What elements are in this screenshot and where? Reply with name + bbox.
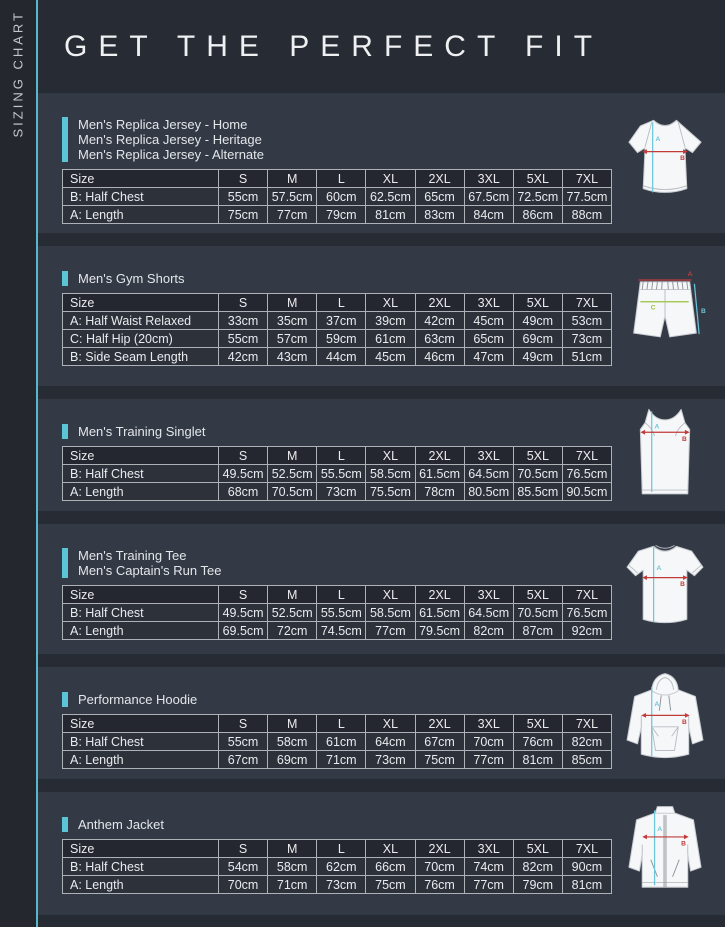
measurement-value: 67.5cm: [464, 188, 513, 206]
size-col-header: S: [219, 715, 268, 733]
size-col-header: L: [317, 294, 366, 312]
size-header-row: [63, 715, 612, 733]
size-col-header: 3XL: [464, 170, 513, 188]
measurement-value: 74cm: [464, 858, 513, 876]
svg-text:A: A: [654, 700, 660, 708]
measurement-value: 67cm: [415, 733, 464, 751]
size-col-header: 2XL: [415, 170, 464, 188]
measurement-value: 83cm: [415, 206, 464, 224]
measurement-value: 75cm: [415, 751, 464, 769]
measurement-value: 61cm: [366, 330, 415, 348]
measurement-value: 65cm: [415, 188, 464, 206]
section-title: Men's Gym Shorts: [78, 271, 185, 286]
measurement-value: 58.5cm: [366, 604, 415, 622]
measurement-value: 62cm: [317, 858, 366, 876]
svg-text:A: A: [687, 271, 693, 279]
measurement-row: [63, 465, 612, 483]
measurement-value: 77cm: [268, 206, 317, 224]
section-title: Men's Replica Jersey - Alternate: [78, 147, 265, 162]
section-title: Men's Captain's Run Tee: [78, 563, 222, 578]
measurement-label: A: Length: [63, 483, 219, 501]
section-title: Anthem Jacket: [78, 817, 164, 832]
size-col-header: 7XL: [562, 586, 611, 604]
measurement-value: 55cm: [219, 330, 268, 348]
measurement-value: 81cm: [562, 876, 611, 894]
size-col-header: S: [219, 840, 268, 858]
measurement-value: 76cm: [415, 876, 464, 894]
size-header-cell: Size: [63, 715, 219, 733]
measurement-value: 33cm: [219, 312, 268, 330]
svg-text:A: A: [656, 565, 662, 573]
size-col-header: M: [268, 170, 317, 188]
measurement-value: 84cm: [464, 206, 513, 224]
garment-illustration: [617, 799, 713, 909]
measurement-row: [63, 876, 612, 894]
measurement-value: 70cm: [219, 876, 268, 894]
measurement-label: A: Length: [63, 206, 219, 224]
measurement-value: 45cm: [464, 312, 513, 330]
svg-text:A: A: [654, 423, 660, 431]
measurement-value: 54cm: [219, 858, 268, 876]
measurement-value: 69cm: [513, 330, 562, 348]
measurement-value: 67cm: [219, 751, 268, 769]
size-col-header: M: [268, 447, 317, 465]
size-header-row: [63, 840, 612, 858]
svg-text:B: B: [682, 435, 687, 443]
measurement-value: 47cm: [464, 348, 513, 366]
measurement-value: 72.5cm: [513, 188, 562, 206]
size-col-header: M: [268, 840, 317, 858]
measurement-row: [63, 751, 612, 769]
measurement-value: 76cm: [513, 733, 562, 751]
measurement-value: 49.5cm: [219, 604, 268, 622]
measurement-value: 37cm: [317, 312, 366, 330]
sections: [38, 93, 725, 915]
measurement-value: 46cm: [415, 348, 464, 366]
size-col-header: M: [268, 294, 317, 312]
size-header-cell: Size: [63, 840, 219, 858]
size-col-header: XL: [366, 586, 415, 604]
measurement-label: A: Half Waist Relaxed: [63, 312, 219, 330]
size-col-header: 2XL: [415, 447, 464, 465]
measurement-value: 55.5cm: [317, 604, 366, 622]
measurement-row: [63, 483, 612, 501]
sidebar: [0, 0, 36, 927]
size-header-row: [63, 447, 612, 465]
size-col-header: L: [317, 447, 366, 465]
measurement-row: [63, 348, 612, 366]
size-col-header: 7XL: [562, 170, 611, 188]
product-section: [38, 524, 725, 654]
measurement-value: 59cm: [317, 330, 366, 348]
garment-illustration: [617, 668, 713, 778]
measurement-value: 55cm: [219, 188, 268, 206]
product-section: [38, 667, 725, 779]
size-col-header: S: [219, 447, 268, 465]
section-title-block: [62, 117, 264, 162]
product-section: [38, 246, 725, 386]
measurement-value: 79cm: [513, 876, 562, 894]
measurement-value: 80.5cm: [464, 483, 513, 501]
measurement-value: 77.5cm: [562, 188, 611, 206]
size-col-header: S: [219, 294, 268, 312]
measurement-value: 81cm: [513, 751, 562, 769]
size-header-cell: Size: [63, 294, 219, 312]
measurement-value: 58cm: [268, 858, 317, 876]
measurement-value: 52.5cm: [268, 604, 317, 622]
measurement-value: 64.5cm: [464, 465, 513, 483]
measurement-value: 85cm: [562, 751, 611, 769]
size-header-cell: Size: [63, 170, 219, 188]
size-col-header: XL: [366, 840, 415, 858]
measurement-value: 82cm: [562, 733, 611, 751]
measurement-label: B: Half Chest: [63, 733, 219, 751]
measurement-value: 61.5cm: [415, 604, 464, 622]
section-title: Performance Hoodie: [78, 692, 198, 707]
section-title: Men's Replica Jersey - Home: [78, 117, 248, 132]
measurement-value: 82cm: [513, 858, 562, 876]
measurement-row: [63, 206, 612, 224]
measurement-value: 35cm: [268, 312, 317, 330]
measurement-value: 85.5cm: [513, 483, 562, 501]
size-col-header: 3XL: [464, 294, 513, 312]
measurement-value: 60cm: [317, 188, 366, 206]
measurement-value: 75cm: [219, 206, 268, 224]
measurement-row: [63, 604, 612, 622]
measurement-value: 72cm: [268, 622, 317, 640]
size-table: [62, 293, 612, 366]
section-title-block: [62, 271, 185, 286]
size-col-header: M: [268, 715, 317, 733]
size-col-header: 7XL: [562, 840, 611, 858]
measurement-label: B: Side Seam Length: [63, 348, 219, 366]
measurement-value: 53cm: [562, 312, 611, 330]
measurement-value: 71cm: [268, 876, 317, 894]
garment-illustration: [617, 261, 713, 371]
measurement-value: 71cm: [317, 751, 366, 769]
measurement-value: 90.5cm: [562, 483, 611, 501]
garment-illustration: [617, 108, 713, 218]
svg-text:A: A: [655, 136, 661, 144]
measurement-value: 76.5cm: [562, 465, 611, 483]
measurement-value: 70cm: [464, 733, 513, 751]
measurement-value: 63cm: [415, 330, 464, 348]
size-col-header: L: [317, 586, 366, 604]
size-header-cell: Size: [63, 447, 219, 465]
hoodie-illustration-icon: [617, 668, 713, 778]
measurement-value: 76.5cm: [562, 604, 611, 622]
size-header-row: [63, 170, 612, 188]
jersey-illustration-icon: [617, 108, 713, 218]
measurement-value: 68cm: [219, 483, 268, 501]
garment-illustration: [617, 534, 713, 644]
measurement-value: 45cm: [366, 348, 415, 366]
measurement-value: 82cm: [464, 622, 513, 640]
size-col-header: L: [317, 840, 366, 858]
measurement-value: 58.5cm: [366, 465, 415, 483]
measurement-value: 62.5cm: [366, 188, 415, 206]
size-col-header: 5XL: [513, 447, 562, 465]
measurement-value: 73cm: [317, 876, 366, 894]
svg-text:A: A: [657, 825, 663, 833]
measurement-value: 70.5cm: [513, 604, 562, 622]
measurement-value: 77cm: [464, 751, 513, 769]
measurement-value: 70.5cm: [513, 465, 562, 483]
measurement-label: B: Half Chest: [63, 604, 219, 622]
page-title: GET THE PERFECT FIT: [64, 29, 604, 63]
main-content: [38, 0, 725, 927]
tee-illustration-icon: [617, 534, 713, 644]
measurement-value: 57cm: [268, 330, 317, 348]
shorts-illustration-icon: [617, 261, 713, 371]
measurement-value: 87cm: [513, 622, 562, 640]
measurement-value: 49cm: [513, 312, 562, 330]
measurement-label: A: Length: [63, 876, 219, 894]
measurement-value: 55.5cm: [317, 465, 366, 483]
measurement-value: 75.5cm: [366, 483, 415, 501]
size-col-header: 3XL: [464, 840, 513, 858]
measurement-label: B: Half Chest: [63, 465, 219, 483]
size-col-header: 7XL: [562, 447, 611, 465]
measurement-value: 74.5cm: [317, 622, 366, 640]
measurement-value: 42cm: [415, 312, 464, 330]
size-col-header: 5XL: [513, 715, 562, 733]
measurement-label: A: Length: [63, 622, 219, 640]
svg-text:B: B: [681, 839, 686, 847]
svg-text:B: B: [680, 155, 685, 163]
section-title-block: [62, 424, 206, 439]
measurement-value: 69cm: [268, 751, 317, 769]
measurement-value: 69.5cm: [219, 622, 268, 640]
size-header-row: [63, 586, 612, 604]
measurement-value: 39cm: [366, 312, 415, 330]
measurement-value: 78cm: [415, 483, 464, 501]
measurement-label: B: Half Chest: [63, 188, 219, 206]
product-section: [38, 399, 725, 511]
measurement-value: 77cm: [366, 622, 415, 640]
measurement-row: [63, 858, 612, 876]
size-header-row: [63, 294, 612, 312]
size-col-header: 2XL: [415, 294, 464, 312]
size-col-header: 7XL: [562, 715, 611, 733]
size-col-header: 3XL: [464, 586, 513, 604]
size-col-header: 3XL: [464, 715, 513, 733]
measurement-value: 49.5cm: [219, 465, 268, 483]
measurement-value: 64cm: [366, 733, 415, 751]
size-col-header: S: [219, 586, 268, 604]
size-table: [62, 714, 612, 769]
measurement-row: [63, 330, 612, 348]
garment-illustration: [617, 400, 713, 510]
size-header-cell: Size: [63, 586, 219, 604]
size-table: [62, 169, 612, 224]
measurement-value: 42cm: [219, 348, 268, 366]
size-col-header: 5XL: [513, 294, 562, 312]
measurement-value: 86cm: [513, 206, 562, 224]
product-section: [38, 93, 725, 233]
size-col-header: 7XL: [562, 294, 611, 312]
measurement-value: 70cm: [415, 858, 464, 876]
measurement-value: 70.5cm: [268, 483, 317, 501]
size-col-header: S: [219, 170, 268, 188]
size-col-header: XL: [366, 170, 415, 188]
measurement-value: 90cm: [562, 858, 611, 876]
measurement-value: 79.5cm: [415, 622, 464, 640]
measurement-value: 43cm: [268, 348, 317, 366]
measurement-value: 88cm: [562, 206, 611, 224]
section-title: Men's Replica Jersey - Heritage: [78, 132, 262, 147]
measurement-row: [63, 312, 612, 330]
measurement-value: 64.5cm: [464, 604, 513, 622]
measurement-value: 49cm: [513, 348, 562, 366]
measurement-value: 44cm: [317, 348, 366, 366]
size-col-header: 2XL: [415, 840, 464, 858]
measurement-value: 66cm: [366, 858, 415, 876]
page-header: [38, 0, 725, 93]
measurement-value: 73cm: [366, 751, 415, 769]
size-col-header: 2XL: [415, 586, 464, 604]
measurement-value: 73cm: [562, 330, 611, 348]
size-col-header: XL: [366, 715, 415, 733]
jacket-illustration-icon: [617, 799, 713, 909]
measurement-value: 57.5cm: [268, 188, 317, 206]
singlet-illustration-icon: [617, 400, 713, 510]
measurement-value: 65cm: [464, 330, 513, 348]
size-col-header: M: [268, 586, 317, 604]
measurement-value: 61cm: [317, 733, 366, 751]
measurement-value: 58cm: [268, 733, 317, 751]
measurement-value: 52.5cm: [268, 465, 317, 483]
size-col-header: 5XL: [513, 840, 562, 858]
size-table: [62, 446, 612, 501]
sidebar-vertical-label: SIZING CHART: [10, 10, 26, 138]
measurement-value: 61.5cm: [415, 465, 464, 483]
measurement-row: [63, 188, 612, 206]
size-col-header: 5XL: [513, 170, 562, 188]
size-col-header: XL: [366, 447, 415, 465]
size-table: [62, 839, 612, 894]
size-col-header: XL: [366, 294, 415, 312]
measurement-value: 92cm: [562, 622, 611, 640]
measurement-label: B: Half Chest: [63, 858, 219, 876]
svg-text:B: B: [682, 718, 687, 726]
product-section: [38, 792, 725, 915]
size-col-header: L: [317, 170, 366, 188]
measurement-label: A: Length: [63, 751, 219, 769]
measurement-value: 51cm: [562, 348, 611, 366]
section-title-block: [62, 817, 164, 832]
accent-divider-line: [36, 0, 38, 927]
section-title: Men's Training Singlet: [78, 424, 206, 439]
size-col-header: 5XL: [513, 586, 562, 604]
measurement-row: [63, 733, 612, 751]
measurement-value: 75cm: [366, 876, 415, 894]
section-title: Men's Training Tee: [78, 548, 187, 563]
measurement-label: C: Half Hip (20cm): [63, 330, 219, 348]
measurement-value: 81cm: [366, 206, 415, 224]
size-col-header: L: [317, 715, 366, 733]
section-title-block: [62, 692, 197, 707]
size-table: [62, 585, 612, 640]
svg-text:B: B: [680, 581, 685, 589]
size-col-header: 2XL: [415, 715, 464, 733]
section-title-block: [62, 548, 221, 578]
size-col-header: 3XL: [464, 447, 513, 465]
svg-text:B: B: [701, 308, 706, 316]
measurement-value: 77cm: [464, 876, 513, 894]
measurement-value: 73cm: [317, 483, 366, 501]
svg-text:C: C: [650, 304, 656, 312]
measurement-value: 55cm: [219, 733, 268, 751]
measurement-row: [63, 622, 612, 640]
measurement-value: 79cm: [317, 206, 366, 224]
